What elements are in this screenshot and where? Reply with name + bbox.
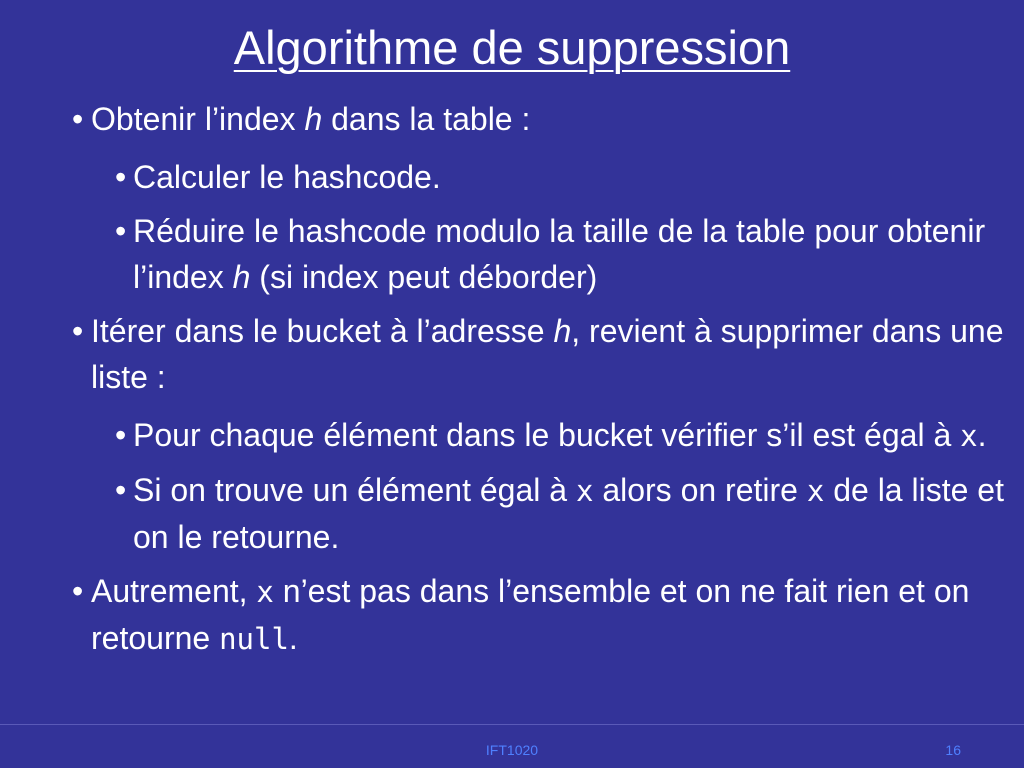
footer-divider — [0, 724, 1024, 725]
code-x: x — [806, 474, 825, 508]
bullet-get-index — [72, 96, 1017, 142]
bullet-marker: • — [72, 573, 84, 609]
bullet-text: alors on retire — [593, 472, 807, 508]
code-null: null — [219, 622, 289, 656]
code-x: x — [575, 474, 594, 508]
variable-h: h — [232, 259, 251, 295]
sub-bullet-check-equal — [115, 412, 1013, 459]
bullet-text: Réduire le hashcode modulo la taille de la table pour obtenir l’index — [133, 213, 986, 295]
bullet-marker: • — [72, 313, 84, 349]
code-x: x — [960, 419, 978, 453]
footer-page-number: 16 — [945, 742, 961, 758]
bullet-text: Pour chaque élément dans le bucket vérifier s’il est égal à — [133, 417, 961, 453]
bullet-text: de la liste et on le retourne. — [133, 472, 1004, 555]
bullet-marker: • — [72, 101, 84, 137]
variable-h: h — [553, 313, 572, 349]
bullet-text: Obtenir l’index — [91, 101, 305, 137]
bullet-text: . — [288, 620, 298, 656]
bullet-text: Itérer dans le bucket à l’adresse — [91, 313, 554, 349]
bullet-iterate-bucket — [72, 308, 1017, 400]
bullet-marker: • — [115, 417, 127, 453]
bullet-list — [72, 96, 1017, 674]
bullet-marker: • — [115, 159, 127, 195]
slide-title: Algorithme de suppression — [233, 21, 791, 74]
footer-course: IFT1020 — [485, 742, 539, 758]
bullet-marker: • — [115, 472, 127, 508]
bullet-text: Calculer le hashcode. — [133, 159, 441, 195]
code-x: x — [256, 575, 274, 609]
bullet-text: , revient à supprimer dans une liste : — [91, 313, 1004, 395]
bullet-text: Si on trouve un élément égal à — [133, 472, 576, 508]
sub-bullet-remove — [115, 467, 1013, 560]
bullet-text: . — [977, 417, 987, 453]
bullet-text: (si index peut déborder) — [250, 259, 598, 295]
bullet-text: n’est pas dans l’ensemble et on ne fait rien et on retourne — [91, 573, 970, 656]
bullet-marker: • — [115, 213, 127, 249]
bullet-otherwise — [72, 568, 1017, 662]
bullet-text: dans la table : — [322, 101, 531, 137]
sub-bullet-hashcode — [115, 154, 1013, 200]
variable-h: h — [304, 101, 323, 137]
bullet-text: Autrement, — [91, 573, 257, 609]
sub-bullet-modulo — [115, 208, 1013, 300]
